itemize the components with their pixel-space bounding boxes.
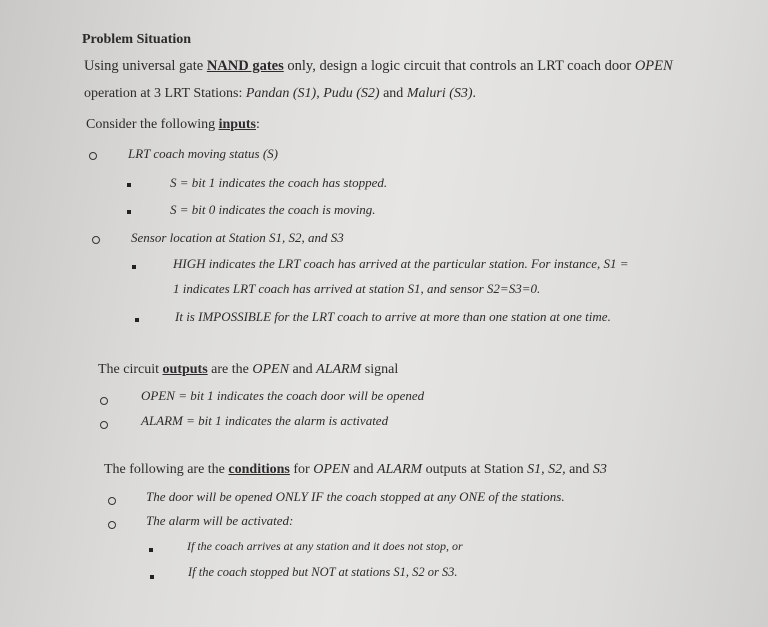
input-1-sub-1: S = bit 1 indicates the coach has stopped. bbox=[170, 175, 388, 190]
outputs-keyword: outputs bbox=[162, 362, 208, 377]
condition-item-2: The alarm will be activated: bbox=[146, 513, 294, 528]
conditions-lead-f: outputs at Station bbox=[422, 462, 528, 477]
bullet-square bbox=[149, 548, 153, 552]
bullet-circle bbox=[89, 152, 97, 160]
outputs-lead-b: are the bbox=[207, 362, 253, 377]
conditions-lead-b: for bbox=[289, 462, 314, 477]
intro-l1-b: only, design a logic circuit that controls an LRT coach door bbox=[283, 58, 635, 74]
conditions-lead bbox=[104, 462, 607, 478]
intro-open: OPEN bbox=[634, 58, 673, 74]
inputs-lead bbox=[86, 117, 260, 133]
outputs-lead bbox=[98, 362, 398, 378]
bullet-circle bbox=[100, 421, 108, 429]
output-item-1: OPEN = bit 1 indicates the coach door will be opened bbox=[141, 388, 425, 403]
input-2-sub-1: HIGH indicates the LRT coach has arrived at the particular station. For instance, S1 = bbox=[173, 256, 629, 271]
condition-item-1: The door will be opened ONLY IF the coach stopped at any ONE of the stations. bbox=[146, 489, 565, 504]
conditions-lead-a: The following are the bbox=[104, 462, 229, 477]
outputs-lead-a: The circuit bbox=[98, 362, 163, 377]
outputs-alarm: ALARM bbox=[316, 362, 362, 377]
bullet-circle bbox=[92, 236, 100, 244]
bullet-square bbox=[135, 318, 139, 322]
input-1-sub-2: S = bit 0 indicates the coach is moving. bbox=[170, 202, 376, 217]
input-2-sub-1-cont: 1 indicates LRT coach has arrived at station S1, and sensor S2=S3=0. bbox=[173, 281, 541, 296]
inputs-lead-text: Consider the following bbox=[86, 117, 219, 132]
intro-l2-d: Maluri (S3) bbox=[406, 86, 473, 101]
condition-2-sub-2: If the coach stopped but NOT at stations S1, S2 or S3. bbox=[188, 565, 458, 579]
intro-l2-a: operation at 3 LRT Stations: bbox=[84, 86, 246, 101]
inputs-lead-end: : bbox=[255, 117, 260, 132]
condition-2-sub-1: If the coach arrives at any station and it does not stop, or bbox=[187, 539, 463, 553]
input-item-1: LRT coach moving status (S) bbox=[128, 146, 278, 161]
conditions-lead-d: and bbox=[349, 462, 377, 477]
intro-line-1 bbox=[84, 58, 673, 75]
input-2-sub-2: It is IMPOSSIBLE for the LRT coach to arrive at more than one station at one time. bbox=[175, 309, 611, 324]
conditions-alarm: ALARM bbox=[376, 462, 423, 477]
intro-nand-gates: NAND gates bbox=[206, 58, 284, 74]
inputs-keyword: inputs bbox=[218, 117, 256, 132]
intro-l1-a: Using universal gate bbox=[84, 58, 207, 74]
conditions-s3: S3 bbox=[592, 462, 607, 477]
bullet-circle bbox=[108, 521, 116, 529]
outputs-lead-d: and bbox=[288, 362, 317, 377]
bullet-square bbox=[127, 210, 131, 214]
conditions-keyword: conditions bbox=[228, 462, 290, 477]
intro-l2-b: Pandan (S1), Pudu (S2) bbox=[245, 86, 380, 101]
input-item-2: Sensor location at Station S1, S2, and S3 bbox=[131, 230, 344, 245]
outputs-lead-f: signal bbox=[361, 362, 399, 377]
bullet-square bbox=[150, 575, 154, 579]
intro-line-2 bbox=[84, 86, 476, 102]
output-item-2: ALARM = bit 1 indicates the alarm is activated bbox=[141, 413, 389, 428]
conditions-stations: S1, S2, bbox=[527, 462, 566, 477]
bullet-square bbox=[132, 265, 136, 269]
bullet-circle bbox=[108, 497, 116, 505]
heading: Problem Situation bbox=[82, 32, 192, 47]
bullet-square bbox=[127, 183, 131, 187]
intro-l2-e: . bbox=[472, 86, 477, 101]
outputs-open: OPEN bbox=[252, 362, 289, 377]
conditions-open: OPEN bbox=[313, 462, 350, 477]
bullet-circle bbox=[100, 397, 108, 405]
conditions-lead-h: and bbox=[565, 462, 593, 477]
intro-l2-c: and bbox=[379, 86, 407, 101]
